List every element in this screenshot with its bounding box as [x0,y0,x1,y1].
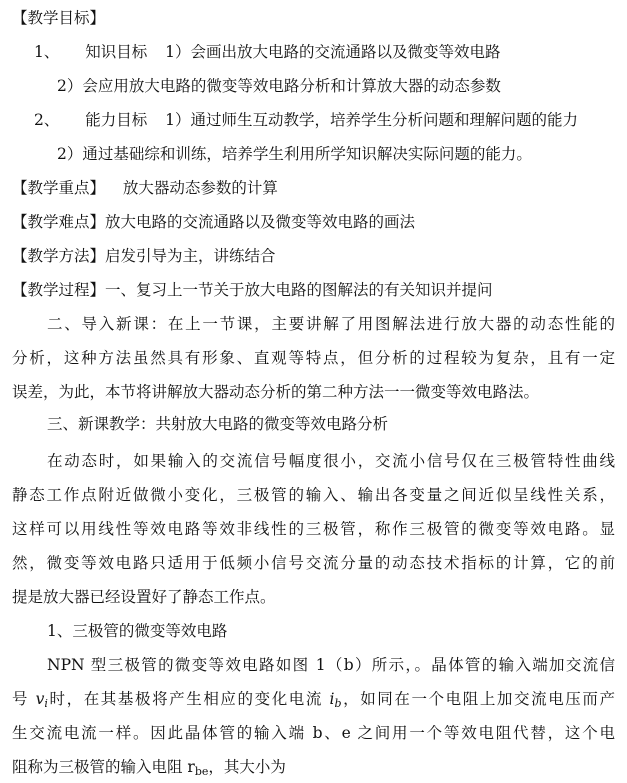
process-label: 【教学过程】 [12,281,106,299]
p2-line2-part-b: 时，在其基极将产生相应的变化电流 [47,690,330,708]
base-current-var: i [329,690,335,708]
goals-header: 【教学目标】 [12,9,106,27]
key-point-text: 放大器动态参数的计算 [122,179,278,197]
process [12,280,493,300]
method-text: 启发引导为主，讲练结合 [105,247,276,265]
difficulty-label: 【教学难点】 [12,213,106,231]
intro-line-1: 二、导入新课：在上一节课，主要讲解了用图解法进行放大器的动态性能的 [47,315,615,333]
lesson-p1-line-3: 这样可以用线性等效电路等效非线性的三极管，称作三极管的微变等效电路。显 [12,520,615,538]
lesson-p2-line-4 [12,757,286,782]
p2-line2-part-a: 号 [12,690,36,708]
difficulty-text: 放大电路的交流通路以及微变等效电路的画法 [105,213,416,231]
lesson-p2-line-3: 生交流电流一样。因此晶体管的输入端 b、e 之间用一个等效电阻代替，这个电 [12,724,615,742]
p2-line4-part-b: ，其大小为 [208,758,286,776]
goal-item-1-sub1: 1）会画出放大电路的交流通路以及微变等效电路 [165,43,501,61]
key-point [12,178,278,198]
goal-item-2-sub1: 1）通过师生互动教学，培养学生分析问题和理解问题的能力 [165,111,579,129]
goal-item-2 [34,110,578,130]
goal-item-2-label: 能力目标 [85,111,148,129]
difficulty [12,212,415,232]
lesson-p2-line-1: NPN 型三极管的微变等效电路如图 1（b）所示，。晶体管的输入端加交流信 [47,656,615,674]
lesson-p1-line-1: 在动态时，如果输入的交流信号幅度很小，交流小信号仅在三极管特性曲线 [47,452,615,470]
lesson-p2-line-2 [12,689,615,714]
input-voltage-symbol [36,690,48,708]
key-point-label: 【教学重点】 [12,179,106,197]
p2-line2-part-c: ，如同在一个电阻上加交流电压而产 [341,690,615,708]
goal-item-1 [34,42,501,62]
base-current-symbol [330,690,342,708]
lesson-p1-line-5: 提是放大器已经设置好了静态工作点。 [12,588,276,606]
method-label: 【教学方法】 [12,247,106,265]
goal-item-1-number: 1、 [34,43,60,61]
p2-line4-part-a: 阻称为三极管的输入电阻 r [12,758,195,776]
new-lesson-heading: 三、新课教学：共射放大电路的微变等效电路分析 [47,415,389,433]
base-current-subscript: b [334,697,342,710]
input-voltage-subscript: i [44,697,48,710]
intro-line-3: 误差，为此，本节将讲解放大器动态分析的第二种方法一一微变等效电路法。 [12,383,540,401]
lesson-p1-line-4: 然，微变等效电路只适用于低频小信号交流分量的动态技术指标的计算，它的前 [12,554,615,572]
goal-item-2-number: 2、 [34,111,60,129]
lesson-p1-line-2: 静态工作点附近做微小变化，三极管的输入、输出各变量之间近似呈线性关系， [12,486,615,504]
method [12,246,276,266]
intro-line-2: 分析，这种方法虽然具有形象、直观等特点，但分析的过程较为复杂，且有一定 [12,349,615,367]
transistor-subheading: 1、三极管的微变等效电路 [47,622,228,640]
input-resistance-subscript: be [194,765,209,778]
goal-item-1-sub2: 2）会应用放大电路的微变等效电路分析和计算放大器的动态参数 [57,77,501,95]
goal-item-2-sub2: 2）通过基础综和训练，培养学生利用所学知识解决实际问题的能力。 [57,145,532,163]
goal-item-1-label: 知识目标 [85,43,148,61]
input-voltage-var: v [35,690,45,708]
process-text: 一、复习上一节关于放大电路的图解法的有关知识并提问 [105,281,493,299]
